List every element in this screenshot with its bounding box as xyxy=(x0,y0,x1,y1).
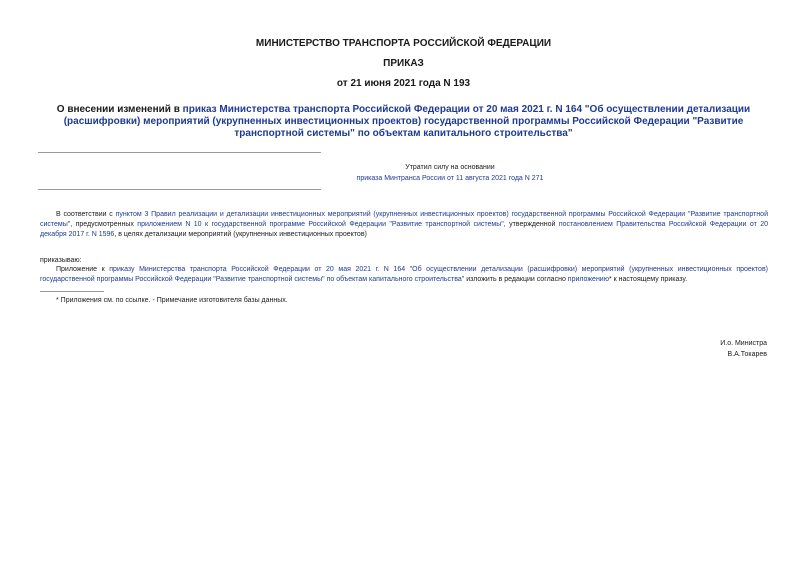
lost-force-note xyxy=(300,162,600,184)
divider-bottom xyxy=(38,189,321,190)
paragraph-basis xyxy=(40,210,768,240)
footnote-text: * Приложения см. по ссылке. - Примечание изготовителя базы данных. xyxy=(56,297,288,304)
p3-text-3: * к настоящему приказу. xyxy=(608,276,688,283)
p1-text-2: , предусмотренных xyxy=(70,221,138,228)
p3-text-2: изложить в редакции согласно xyxy=(464,276,568,283)
footnote-divider xyxy=(40,291,104,292)
p3-appendix-link[interactable]: приложению xyxy=(567,276,609,283)
ministry-heading: МИНИСТЕРСТВО ТРАНСПОРТА РОССИЙСКОЙ ФЕДЕРАЦИИ xyxy=(255,38,552,49)
lost-force-text: Утратил силу на основании xyxy=(405,164,495,171)
title-prefix: О внесении изменений в xyxy=(56,104,183,115)
p1-text-4: , в целях детализации мероприятий (укрупненных инвестиционных проектов) xyxy=(114,231,367,238)
signature-position: И.о. Министра xyxy=(720,340,767,347)
title-amended-order-link[interactable]: приказ Министерства транспорта Российской Федерации от 20 мая 2021 г. N 164 "Об осуществлении детализации (расшифровки) мероприятий (укрупненных инвестиционных проектов) государственной программы Российской Федерации "Развитие транспортной системы" по объектам капитального строительства" xyxy=(63,104,751,139)
p1-text-3: , утвержденной xyxy=(503,221,559,228)
document-title xyxy=(40,104,767,140)
doc-type-heading: ПРИКАЗ xyxy=(383,58,424,69)
p1-rules-link[interactable]: пунктом 3 Правил реализации и детализации инвестиционных мероприятий (укрупненных инвестиционных проектов) государственной программы Российской Федерации "Развитие транспортной системы" xyxy=(40,211,768,228)
p1-resolution-link[interactable]: постановлением Правительства Российской Федерации от 20 декабря 2017 г. N 1596 xyxy=(40,221,769,238)
p3-text-1: Приложение к xyxy=(56,266,110,273)
p1-appendix-link[interactable]: приложением N 10 к государственной программе Российской Федерации "Развитие транспортной системы" xyxy=(137,221,504,228)
divider-top xyxy=(38,152,321,153)
lost-force-link[interactable]: приказа Минтранса России от 11 августа 2021 года N 271 xyxy=(356,175,544,182)
p1-text-1: В соответствии с xyxy=(56,211,116,218)
paragraph-order-word: приказываю: xyxy=(40,257,82,264)
doc-date-number: от 21 июня 2021 года N 193 xyxy=(336,78,471,89)
p3-order-link[interactable]: приказу Министерства транспорта Российской Федерации от 20 мая 2021 г. N 164 "Об осуществлении детализации (расшифровки) мероприятий (укрупненных инвестиционных проектов) государственной программы Российской Федерации "Развитие транспортной системы" по объектам капитального строительства" xyxy=(40,266,768,283)
paragraph-order-body xyxy=(40,265,768,285)
signature-name: В.А.Токарев xyxy=(727,351,767,358)
